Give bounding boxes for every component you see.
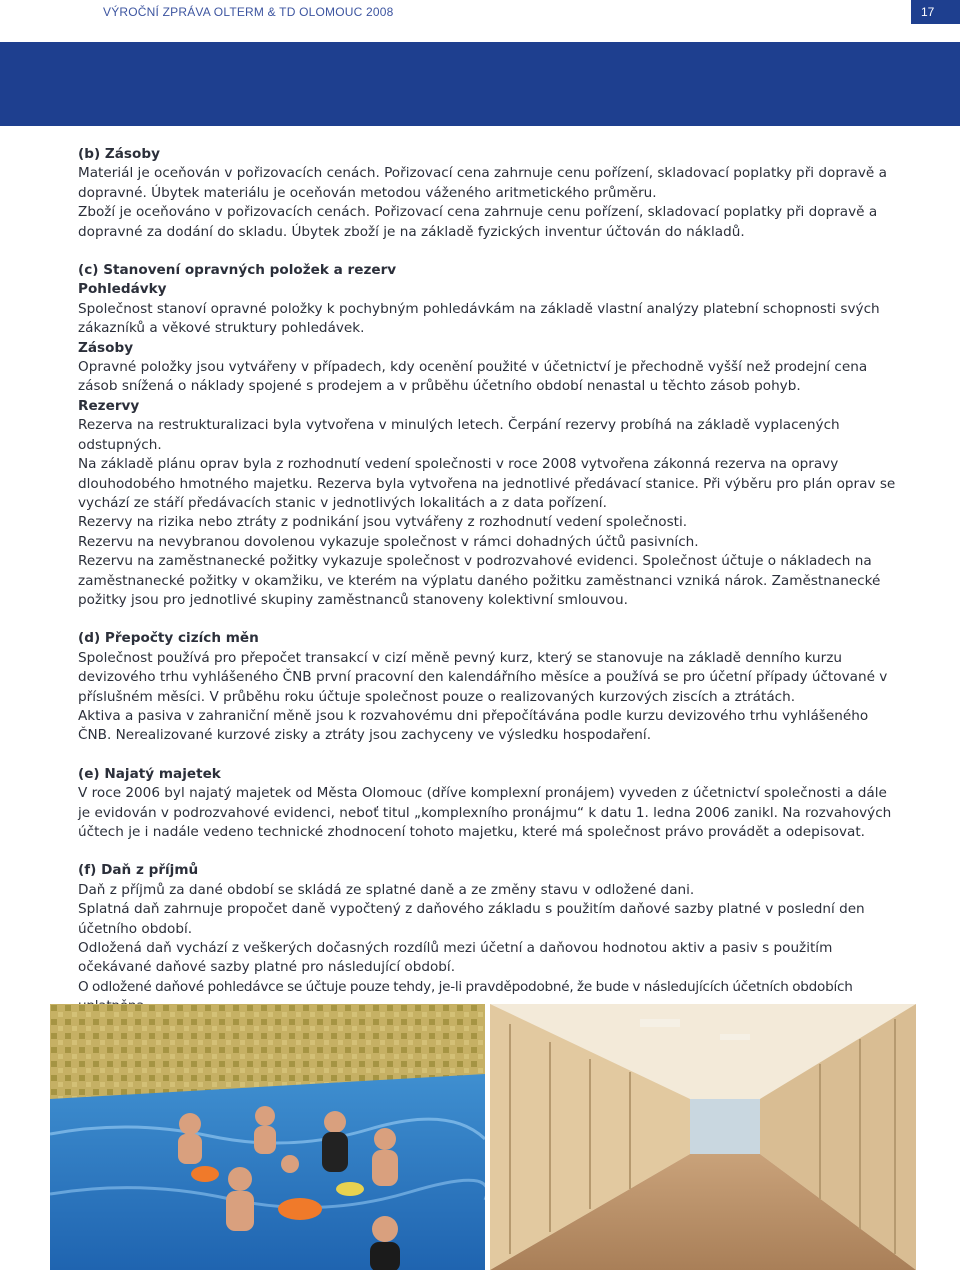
- section-c-paragraph: Rezervu na zaměstnanecké požitky vykazuje společnost v podrozvahové evidenci. Společnost účtuje o nákladech na zaměstnanecké požitky v okamžiku, ve kterém na výplatu daného požitku zaměstnanci vzniká nárok. Zaměstnanecké požitky jsou pro jednotlivé skupiny zaměstnanců stanoveny kolektivní smlouvou.: [78, 553, 881, 608]
- section-e-paragraph: V roce 2006 byl najatý majetek od Města Olomouc (dříve komplexní pronájem) vyveden z účetnictví společnosti a dále je evidován v podrozvahové evidenci, neboť titul „komplexního pronájmu“ k datu 1. ledna 2006 zanikl. Na rozvahových účtech je i nadále vedeno technické zhodnocení tohoto majetku, které má společnost právo provádět a odepisovat.: [78, 785, 892, 840]
- section-b-paragraph: Zboží je oceňováno v pořizovacích cenách. Pořizovací cena zahrnuje cenu pořízení, skladovací poplatky při dopravě a dopravné za dodání do skladu. Úbytek zboží je na základě fyzických inventur účtován do nákladů.: [78, 204, 878, 240]
- section-c-subheading: Rezervy: [78, 397, 140, 414]
- section-f-paragraph: Odložená daň vychází z veškerých dočasných rozdílů mezi účetní a daňovou hodnotou aktiv a pasiv s použitím očekávané daňové sazby platné pro následující období.: [78, 940, 833, 976]
- page-number: 17: [911, 0, 960, 24]
- section-b-paragraph: Materiál je oceňován v pořizovacích cenách. Pořizovací cena zahrnuje cenu pořízení, skladovací poplatky při dopravě a dopravné. Úbytek materiálu je oceňován metodou váženého aritmetického průměru.: [78, 165, 887, 201]
- section-f-heading: (f) Daň z příjmů: [78, 862, 199, 879]
- corridor-photo: [490, 1004, 916, 1270]
- section-d-heading: (d) Přepočty cizích měn: [78, 630, 259, 647]
- top-bar: [0, 0, 960, 26]
- header-band: [0, 42, 960, 126]
- section-c-paragraph: Rezervy na rizika nebo ztráty z podnikání jsou vytvářeny z rozhodnutí vedení společnosti.: [78, 514, 688, 531]
- section-d-paragraph: Aktiva a pasiva v zahraniční měně jsou k rozvahovému dni přepočítávána podle kurzu devizového trhu vyhlášeného ČNB. Nerealizované kurzové zisky a ztráty jsou zachyceny ve výsledku hospodaření.: [78, 707, 869, 744]
- section-c-subheading: Zásoby: [78, 339, 134, 356]
- section-c-paragraph: Rezerva na restrukturalizaci byla vytvořena v minulých letech. Čerpání rezervy probíhá na základě vyplacených odstupných.: [78, 417, 840, 453]
- running-title: VÝROČNÍ ZPRÁVA OLTERM & TD OLOMOUC 2008: [103, 5, 394, 19]
- section-e-heading: (e) Najatý majetek: [78, 765, 221, 782]
- section-f-paragraph: O odložené daňové pohledávce se účtuje pouze tehdy, je-li pravděpodobné, že bude v následujících účetních obdobích: [78, 978, 853, 995]
- section-c-paragraph: Opravné položky jsou vytvářeny v případech, kdy ocenění použité v účetnictví je přechodně vyšší než prodejní cena zásob snížená o náklady spojené s prodejem a v průběhu účetního období nenastal u těchto zásob pohyb.: [78, 359, 868, 395]
- section-c-paragraph: Rezervu na nevybranou dovolenou vykazuje společnost v rámci dohadných účtů pasivních.: [78, 533, 699, 550]
- pool-photo: [50, 1004, 485, 1270]
- section-f-paragraph: Daň z příjmů za dané období se skládá ze splatné daně a ze změny stavu v odložené dani.: [78, 881, 695, 898]
- section-f-paragraph: Splatná daň zahrnuje propočet daně vypočtený z daňového základu s použitím daňové sazby platné v poslední den účetního období.: [78, 901, 865, 937]
- section-c-paragraph: Společnost stanoví opravné položky k pochybným pohledávkám na základě vlastní analýzy platební schopnosti svých zákazníků a věkové struktury pohledávek.: [78, 300, 880, 337]
- document-body: [78, 145, 900, 1017]
- section-c-heading: (c) Stanovení opravných položek a rezerv: [78, 262, 397, 279]
- section-c-subheading: Pohledávky: [78, 281, 167, 298]
- section-c-paragraph: Na základě plánu oprav byla z rozhodnutí vedení společnosti v roce 2008 vytvořena zákonná rezerva na opravy dlouhodobého hmotného majetku. Rezerva byla vytvořena na jednotlivé předávací stanice. Při výběru pro plán oprav se vychází ze stáří předávacích stanic v jednotlivých lokalitách a z data pořízení.: [78, 456, 896, 511]
- section-b-heading: (b) Zásoby: [78, 146, 160, 162]
- section-d-paragraph: Společnost používá pro přepočet transakcí v cizí měně pevný kurz, který se stanovuje na základě denního kurzu devizového trhu vyhlášeného ČNB první pracovní den kalendářního měsíce a používá se pro účetní případy účtované v příslušném měsíci. V průběhu roku účtuje společnost pouze o realizovaných kurzových ziscích a ztrátách.: [78, 649, 888, 705]
